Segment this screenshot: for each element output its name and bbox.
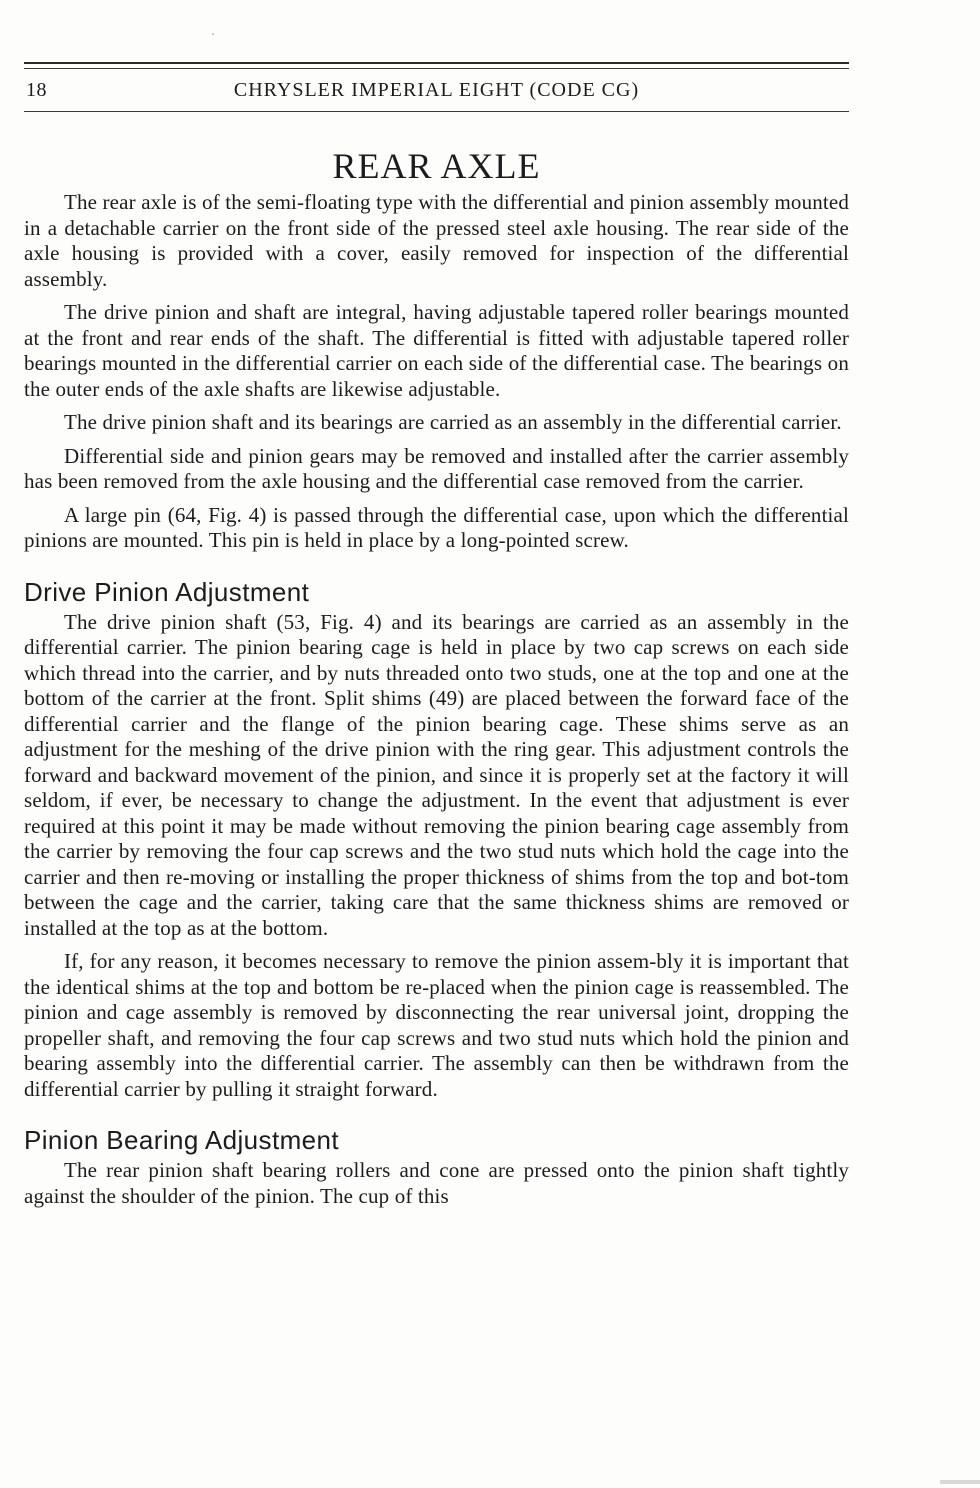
section-paragraph: The rear pinion shaft bearing rollers and cone are pressed onto the pinion shaft tightly against the shoulder of the pinion. The cup of this: [24, 1158, 849, 1208]
chapter-title: REAR AXLE: [332, 146, 541, 186]
intro-paragraph: Differential side and pinion gears may be removed and installed after the carrier assembly has been removed from the axle housing and the differential case removed from the carrier.: [24, 443, 849, 493]
intro-paragraph: The drive pinion shaft and its bearings are carried as an assembly in the differential carrier.: [64, 410, 842, 434]
page: [24, 62, 849, 1217]
header-rule-top: [24, 62, 849, 64]
running-title: CHRYSLER IMPERIAL EIGHT (CODE CG): [233, 79, 640, 101]
running-head: [24, 77, 849, 109]
intro-paragraph: The drive pinion and shaft are integral, having adjustable tapered roller bearings mounted at the front and rear ends of the shaft. The differential is fitted with adjustable tapered roller bearings mounted in the differential carrier on each side of the differential case. The bearings on the outer ends of the axle shafts are likewise adjustable.: [24, 300, 849, 401]
section-paragraph: If, for any reason, it becomes necessary to remove the pinion assem-bly it is important that the identical shims at the top and bottom be re-placed when the pinion cage is reassembled. The pinion and cage assembly is removed by disconnecting the rear universal joint, dropping the propeller shaft, and removing the four cap screws and two stud nuts which hold the pinion and bearing assembly into the differential carrier. The assembly can then be withdrawn from the differential carrier by pulling it straight forward.: [24, 949, 849, 1101]
section-heading-pinion-bearing-adjustment: Pinion Bearing Adjustment: [24, 1125, 339, 1155]
header-rule-top-thin: [24, 68, 849, 69]
intro-paragraph: A large pin (64, Fig. 4) is passed through the differential case, upon which the differential pinions are mounted. This pin is held in place by a long-pointed screw.: [24, 502, 849, 552]
paper-speck: [212, 33, 214, 35]
page-number: 18: [26, 79, 47, 101]
section-heading-drive-pinion-adjustment: Drive Pinion Adjustment: [24, 576, 310, 607]
intro-paragraph: The rear axle is of the semi-floating type with the differential and pinion assembly mounted in a detachable carrier on the front side of the pressed steel axle housing. The rear side of the axle housing is provided with a cover, easily removed for inspection of the differential assembly.: [24, 190, 849, 291]
section-paragraph: The drive pinion shaft (53, Fig. 4) and its bearings are carried as an assembly in the differential carrier. The pinion bearing cage is held in place by two cap screws on each side which thread into the carrier, and by nuts threaded onto two studs, one at the top and one at the bottom of the carrier at the front. Split shims (49) are placed between the forward face of the differential carrier and the flange of the pinion bearing cage. These shims serve as an adjustment for the meshing of the drive pinion with the ring gear. This adjustment controls the forward and backward movement of the pinion, and since it is properly set at the factory it will seldom, if ever, be necessary to change the adjustment. In the event that adjustment is ever required at this point it may be made without removing the pinion bearing cage assembly from the carrier by removing the four cap screws and the two stud nuts which hold the cage into the carrier and then re-moving or installing the proper thickness of shims from the top and bot-tom between the cage and the carrier, taking care that the same thickness shims are removed or installed at the top as at the bottom.: [24, 609, 849, 940]
header-rule-bottom: [24, 111, 849, 112]
page-edge-mark: [940, 1480, 980, 1484]
